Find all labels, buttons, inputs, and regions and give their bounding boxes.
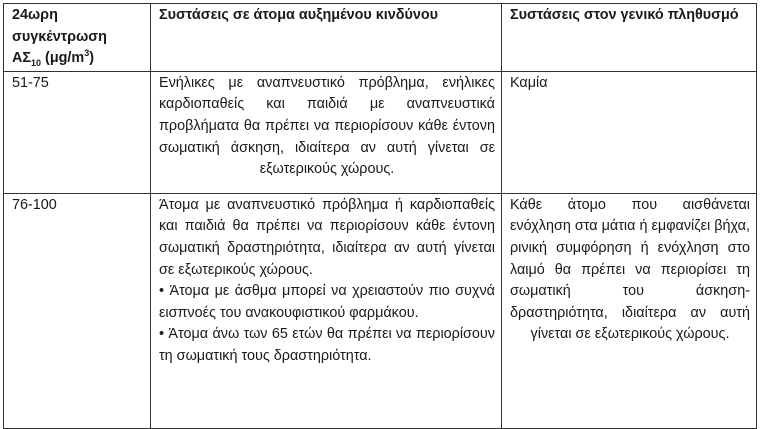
header-concentration-unit bbox=[12, 48, 144, 70]
at-risk-cell bbox=[151, 193, 502, 428]
at-risk-cell bbox=[151, 71, 502, 193]
range-cell: 76-100 bbox=[4, 193, 151, 428]
header-at-risk: Συστάσεις σε άτομα αυξημένου κινδύνου bbox=[151, 4, 502, 72]
general-cell bbox=[502, 193, 757, 428]
header-pm-prefix: ΑΣ bbox=[12, 50, 32, 67]
header-unit-close: ) bbox=[89, 50, 95, 67]
header-concentration-line2: συγκέντρωση bbox=[12, 28, 107, 45]
general-text: Κάθε άτομο που αισθάνεται ενόχληση στα μάτια ή εμφανίζει βήχα, ρινική συμφόρηση ή ενόχληση στο λαιμό θα πρέπει να περιορίσει τη σωματική του άσκηση- δραστηριότητα, ιδιαίτερα αν αυτή γίνεται σε εξωτερικούς χώρους. bbox=[510, 196, 750, 343]
at-risk-text: Άτομα με αναπνευστικό πρόβλημα ή καρδιοπαθείς και παιδιά θα πρέπει να περιορίσουν κάθε έντονη σωματική δραστηριότητα, ιδιαίτερα αν αυτή γίνεται σε εξωτερικούς χώρους. bbox=[159, 196, 495, 278]
header-unit-open: (μg/m bbox=[41, 50, 85, 67]
at-risk-text: Ενήλικες με αναπνευστικό πρόβλημα, ενήλικες καρδιοπαθείς και παιδιά με αναπνευστικά προβλήματα θα πρέπει να περιορίσουν κάθε έντονη σωματική άσκηση, ιδιαίτερα αν αυτή γίνεται σε εξωτερικούς χώρους. bbox=[159, 74, 495, 178]
bullet-item: • Άτομα άνω των 65 ετών θα πρέπει να περιορίσουν τη σωματική τους δραστηριότητα. bbox=[159, 324, 495, 367]
header-row bbox=[4, 4, 757, 72]
range-cell: 51-75 bbox=[4, 71, 151, 193]
recommendations-table bbox=[3, 3, 757, 429]
header-concentration-line1: 24ωρη bbox=[12, 7, 58, 23]
bullet-item: • Άτομα με άσθμα μπορεί να χρειαστούν πιο συχνά εισπνοές του ανακουφιστικού φαρμάκου. bbox=[159, 281, 495, 324]
header-pm-sub: 10 bbox=[31, 58, 42, 69]
header-general: Συστάσεις στον γενικό πληθυσμό bbox=[502, 4, 757, 72]
header-unit-sup: 3 bbox=[84, 48, 90, 59]
header-concentration bbox=[4, 4, 151, 72]
general-cell: Καμία bbox=[502, 71, 757, 193]
table-row bbox=[4, 193, 757, 428]
table-row bbox=[4, 71, 757, 193]
